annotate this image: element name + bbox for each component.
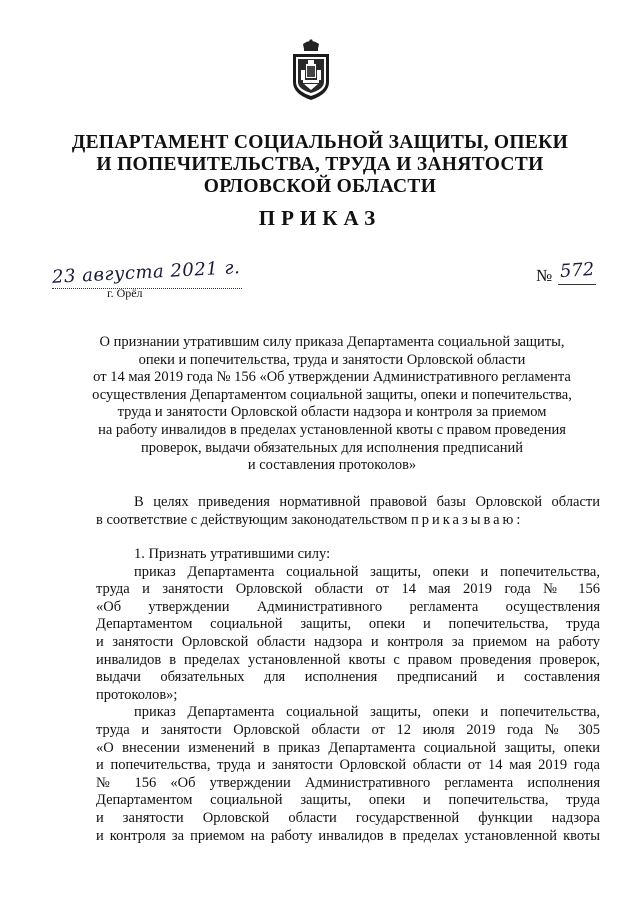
subject-line: на работу инвалидов в пределах установленной квоты с правом проведения (98, 421, 566, 438)
paragraph-line: инвалидов в пределах установленной квоты с правом проведения проверок, (96, 651, 600, 668)
date-underline (52, 288, 242, 289)
department-title (60, 132, 580, 198)
item-heading: 1. Признать утратившими силу: (134, 546, 331, 562)
department-line-2: И ПОПЕЧИТЕЛЬСТВА, ТРУДА И ЗАНЯТОСТИ (96, 154, 544, 175)
subject-line: от 14 мая 2019 года № 156 «Об утверждении Административного регламента (93, 369, 571, 386)
paragraph-line: протоколов»; (96, 686, 178, 703)
coat-of-arms-emblem (289, 38, 333, 102)
paragraph-line: приказ Департамента социальной защиты, опеки и попечительства, (134, 704, 600, 721)
number-sign: № (536, 266, 553, 285)
prikazyvayu-word: приказываю: (410, 511, 524, 528)
paragraph-line: № 156 «Об утверждении Административного регламента исполнения (96, 774, 600, 791)
paragraph-line: «Об утверждении Административного регламента осуществления (96, 598, 600, 615)
paragraph-line: и попечительства, труда и занятости Орловской области от 14 мая 2019 года (96, 757, 600, 774)
preamble-line (96, 512, 600, 530)
preamble-line: В целях приведения нормативной правовой базы Орловской области (134, 494, 600, 510)
order-item-1 (96, 546, 600, 845)
paragraph-line: и занятости Орловской области государственной функции надзора (96, 809, 600, 826)
paragraph-line: и занятости Орловской области надзора и контроля за приемом на работу (96, 633, 600, 650)
handwritten-number: 572 (559, 258, 596, 283)
handwritten-date: 23 августа 2021 г. (51, 257, 241, 288)
department-line-3: ОРЛОВСКОЙ ОБЛАСТИ (203, 176, 437, 197)
department-line-1: ДЕПАРТАМЕНТ СОЦИАЛЬНОЙ ЗАЩИТЫ, ОПЕКИ (71, 132, 569, 153)
preamble (96, 494, 600, 529)
subject-line: проверок, выдачи обязательных для исполнения предписаний (140, 439, 524, 456)
document-type-title: ПРИКАЗ (258, 206, 382, 230)
subject-line: осуществления Департаментом социальной защиты, опеки и попечительства, (92, 386, 572, 403)
subject-line: труда и занятости Орловской области надзора и контроля за приемом (117, 404, 547, 421)
paragraph-line: и контроля за приемом на работу инвалидов в пределах установленной квоты (96, 827, 600, 844)
paragraph-line: Департаментом социальной защиты, опеки и попечительства, труда (96, 616, 600, 633)
order-subject (82, 334, 582, 475)
subject-line: и составления протоколов» (247, 457, 417, 474)
subject-line: О признании утратившим силу приказа Департамента социальной защиты, (99, 334, 565, 350)
paragraph-line: «О внесении изменений в приказ Департамента социальной защиты, опеки (96, 739, 600, 756)
paragraph-line: приказ Департамента социальной защиты, опеки и попечительства, (134, 563, 600, 580)
paragraph-line: труда и занятости Орловской области от 14 мая 2019 года № 156 (96, 581, 600, 598)
paragraph-line: выдачи обязательных для исполнения предписаний и составления (96, 669, 600, 686)
number-underline (558, 284, 596, 285)
preamble-text: в соответствие с действующим законодательством (96, 511, 411, 528)
subject-line: опеки и попечительства, труда и занятости Орловской области (138, 351, 526, 368)
city-label: г. Орёл (107, 286, 143, 300)
paragraph-line: Департаментом социальной защиты, опеки и попечительства, труда (96, 792, 600, 809)
paragraph-line: труда и занятости Орловской области от 12 июля 2019 года № 305 (96, 721, 600, 738)
